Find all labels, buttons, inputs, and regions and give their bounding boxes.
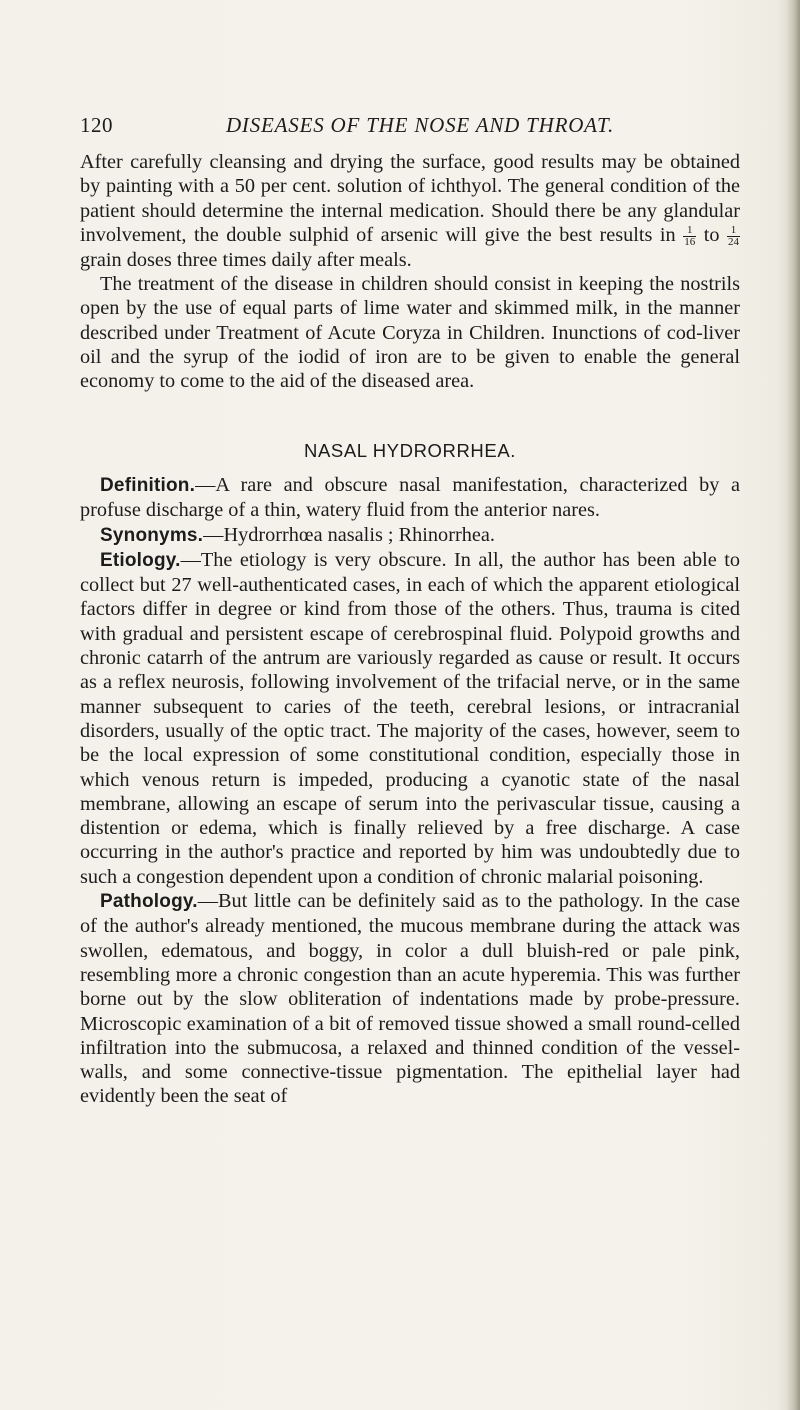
paragraph-pathology: [80, 889, 740, 1109]
paragraph-etiology: [80, 548, 740, 889]
fraction-one-twentyfourth: [727, 225, 740, 248]
paragraph-treatment-children: The treatment of the disease in children should consist in keeping the nostrils open by the use of equal parts of lime water and skimmed milk, in the manner described under Treatment of Acute Coryza in Children. Inunctions of cod-liver oil and the syrup of the iodid of iron are to be given to enable the general economy to come to the aid of the diseased area.: [80, 273, 740, 393]
fraction-numerator: 1: [683, 225, 696, 237]
section-heading: NASAL HYDRORRHEA.: [303, 439, 517, 461]
etiology-text: —The etiology is very obscure. In all, the author has been able to collect but 27 well-authenticated cases, in each of which the apparent etiological factors differ in degree or kind from those of the others. Thus, trauma is cited with gradual and persistent escape of cerebrospinal fluid. Polypoid growths and chronic catarrh of the antrum are variously regarded as cause or result. It occurs as a reflex neurosis, following involvement of the trifacial nerve, or in the same manner subsequent to caries of the teeth, cerebral lesions, or intracranial disorders, usually of the optic tract. The majority of the cases, however, seem to be the local expression of some constitutional condition, especially those in which venous return is impeded, producing a cyanotic state of the nasal membrane, allowing an escape of serum into the perivascular tissue, causing a distention or edema, which is finally relieved by a free discharge. A case occurring in the author's practice and reported by him was undoubtedly due to such a congestion dependent upon a condition of chronic malarial poisoning.: [80, 548, 740, 888]
paragraph-synonyms: [80, 523, 740, 548]
paragraph-text: After carefully cleansing and drying the surface, good results may be obtained by painting with a 50 per cent. solution of ichthyol. The general condition of the patient should determine the internal medication. Should there be any glandular involvement, the double sulphid of arsenic will give the best results in: [80, 151, 740, 246]
synonyms-label: Synonyms.: [100, 524, 204, 546]
fraction-one-sixteenth: [683, 225, 696, 248]
definition-text: —A rare and obscure nasal manifestation, characterized by a profuse discharge of a thin, watery fluid from the anterior nares.: [80, 473, 740, 522]
paragraph-treatment-adults: [80, 150, 740, 272]
pathology-label: Pathology.: [100, 891, 198, 913]
page-edge-shadow: [786, 0, 800, 1410]
etiology-label: Etiology.: [100, 549, 181, 571]
running-header: [80, 113, 740, 147]
fraction-denominator: 24: [728, 235, 739, 248]
pathology-text: —But little can be definitely said as to the pathology. In the case of the author's already mentioned, the mucous membrane during the attack was swollen, edematous, and boggy, in color a dull bluish-red or pale pink, resembling more a chronic congestion than an acute hyperemia. This was further borne out by the slow obliteration of indentations made by probe-pressure. Microscopic examination of a bit of removed tissue showed a small round-celled infiltration into the submucosa, a relaxed and thinned condition of the vessel-walls, and some connective-tissue pigmentation. The epithelial layer had evidently been the seat of: [80, 890, 740, 1108]
fraction-denominator: 16: [684, 235, 696, 248]
paragraph-definition: [80, 473, 740, 523]
definition-label: Definition.: [100, 474, 196, 496]
running-title: DISEASES OF THE NOSE AND THROAT.: [225, 113, 615, 137]
paragraph-text: to: [696, 223, 727, 246]
fraction-numerator: 1: [727, 225, 740, 237]
page-number: 120: [80, 113, 113, 137]
page-body: [80, 150, 740, 1109]
synonyms-text: —Hydrorrhœa nasalis ; Rhinorrhea.: [203, 523, 495, 546]
paragraph-text: grain doses three times daily after meals.: [80, 248, 412, 271]
